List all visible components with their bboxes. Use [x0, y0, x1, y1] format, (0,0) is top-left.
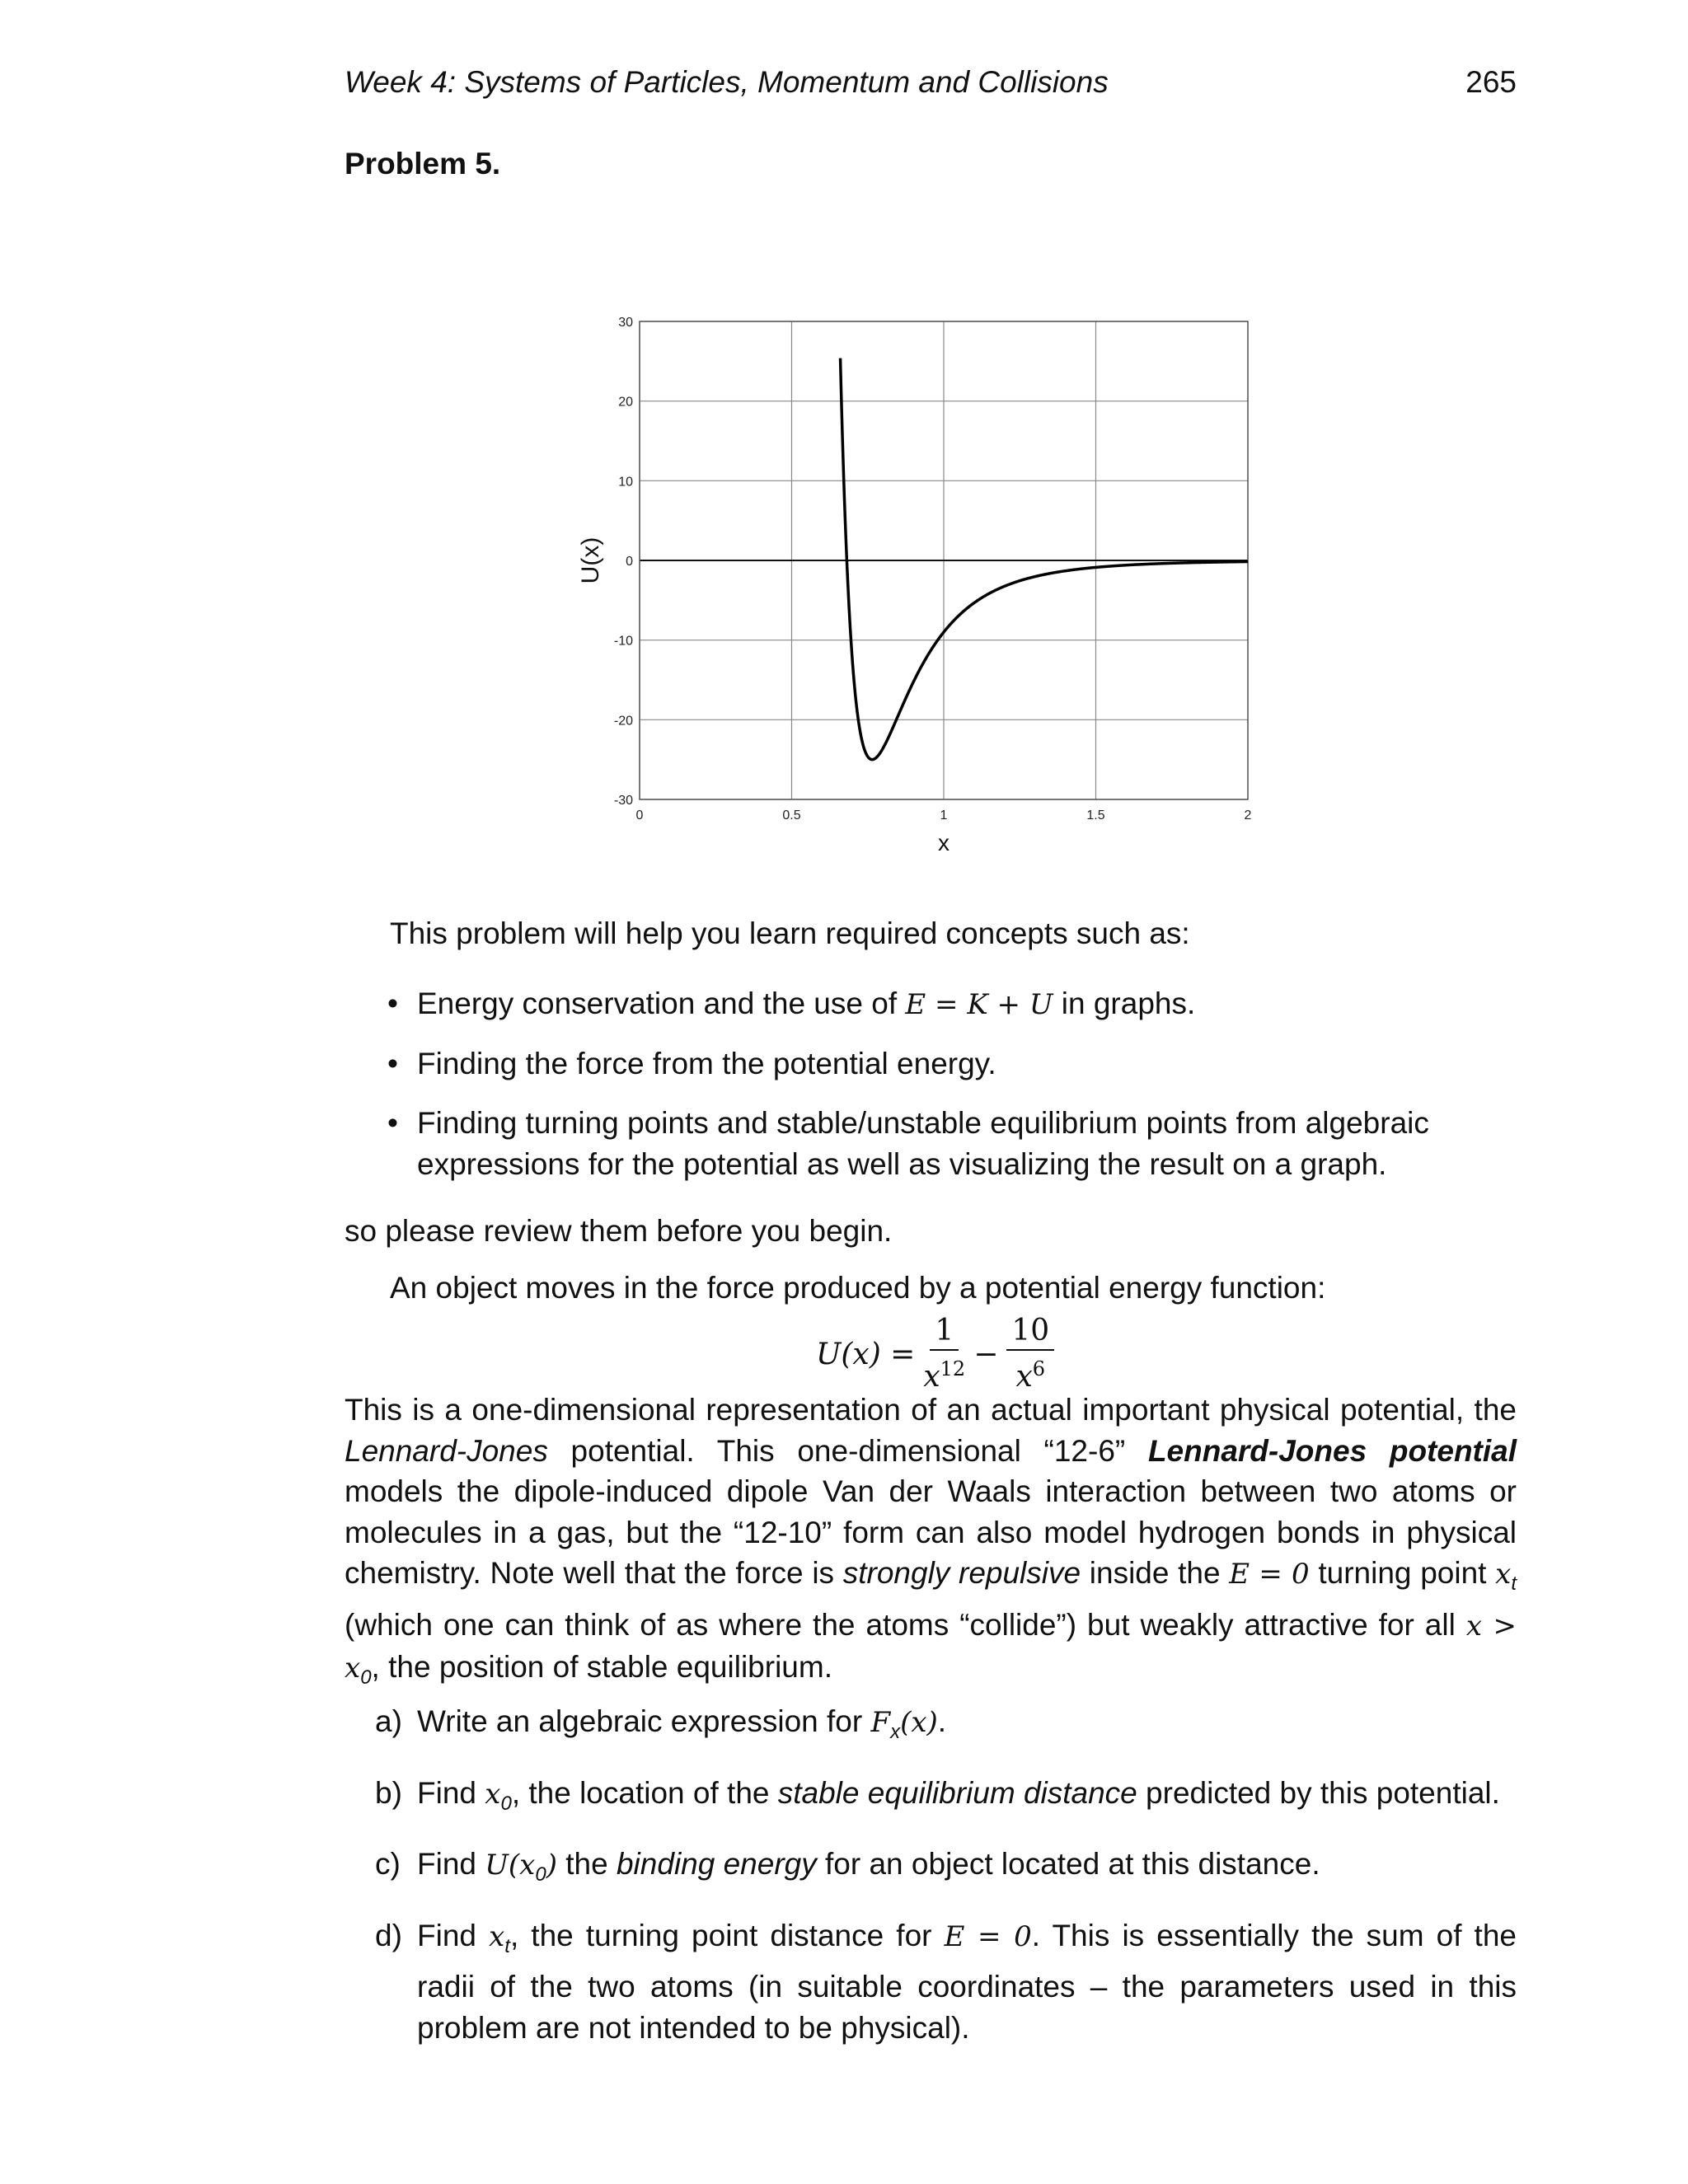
intro-text: This problem will help you learn required concepts such as: — [390, 916, 1190, 950]
y-tick-label: -10 — [613, 634, 633, 649]
y-tick-label: -20 — [613, 714, 633, 729]
x-tick-label: 2 — [1244, 808, 1252, 823]
fraction-1: $\frac{1}{x^{12}}$ — [923, 1314, 966, 1394]
y-tick-label: -30 — [613, 794, 633, 808]
y-tick-label: 30 — [618, 316, 633, 330]
potential-energy-chart — [560, 305, 1261, 865]
x-tick-label: 0.5 — [782, 808, 801, 823]
question-part: d) Find $x_t$, the turning point distance for E = 0. This is essentially the sum of the radii of the two atoms (in suitable coordinates – the parameters used in this problem are not intended to be physical). — [375, 1918, 1517, 2045]
question-parts — [375, 1701, 1517, 2068]
x-tick-label: 1.5 — [1086, 808, 1105, 823]
series-line-U — [841, 359, 1248, 760]
x-axis-label: x — [938, 830, 950, 855]
potential-formula — [816, 1313, 1062, 1395]
concept-item: • Finding turning points and stable/unstable equilibrium points from algebraic expressions for the potential as well as visualizing the result on a graph. — [387, 1103, 1518, 1185]
y-tick-label: 10 — [618, 475, 633, 490]
x-tick-label: 0 — [635, 808, 644, 823]
question-part: a) Write an algebraic expression for $F_x(x)$. — [375, 1704, 947, 1743]
review-text: so please review them before you begin. — [345, 1214, 893, 1248]
running-head — [345, 61, 1517, 104]
x-tick-label: 1 — [940, 808, 948, 823]
object-moves-text: An object moves in the force produced by a potential energy function: — [390, 1271, 1326, 1305]
y-tick-label: 20 — [618, 395, 633, 410]
problem-title: Problem 5. — [345, 147, 501, 180]
page-number: 265 — [1465, 65, 1517, 99]
running-head-title: Week 4: Systems of Particles, Momentum and Collisions — [345, 65, 1109, 99]
formula-lhs: U(x) = — [816, 1337, 916, 1371]
question-part: c) Find $U(x_0)$ the binding energy for an object located at this distance. — [375, 1847, 1320, 1886]
lennard-jones-paragraph: This is a one-dimensional representation of an actual important physical potential, the Lennard-Jones potential. This one-dimensional “12-6” Lennard-Jones potential models the dipole-induced dipole Van der Waals interaction between two atoms or molecules in a gas, but the “12-10” form can also model hydrogen bonds in physical chemistry. Note well that the force is strongly repulsive inside the E = 0 turning point $x_t$ (which one can think of as where the atoms “collide”) but weakly attractive for all $x > x_0$, the position of stable equilibrium. — [345, 1393, 1517, 1689]
y-axis-label: U(x) — [577, 537, 604, 584]
formula-operator: − — [973, 1337, 999, 1371]
question-part: b) Find $x_0$, the location of the stable equilibrium distance predicted by this potential. — [375, 1775, 1500, 1815]
concept-item: • Energy conservation and the use of E = K + U in graphs. — [387, 983, 1518, 1025]
y-tick-label: 0 — [626, 555, 633, 569]
concept-item: • Finding the force from the potential energy. — [387, 1043, 1518, 1085]
fraction-2: $\frac{10}{x^6}$ — [1006, 1313, 1054, 1395]
concept-list — [387, 983, 1518, 1203]
